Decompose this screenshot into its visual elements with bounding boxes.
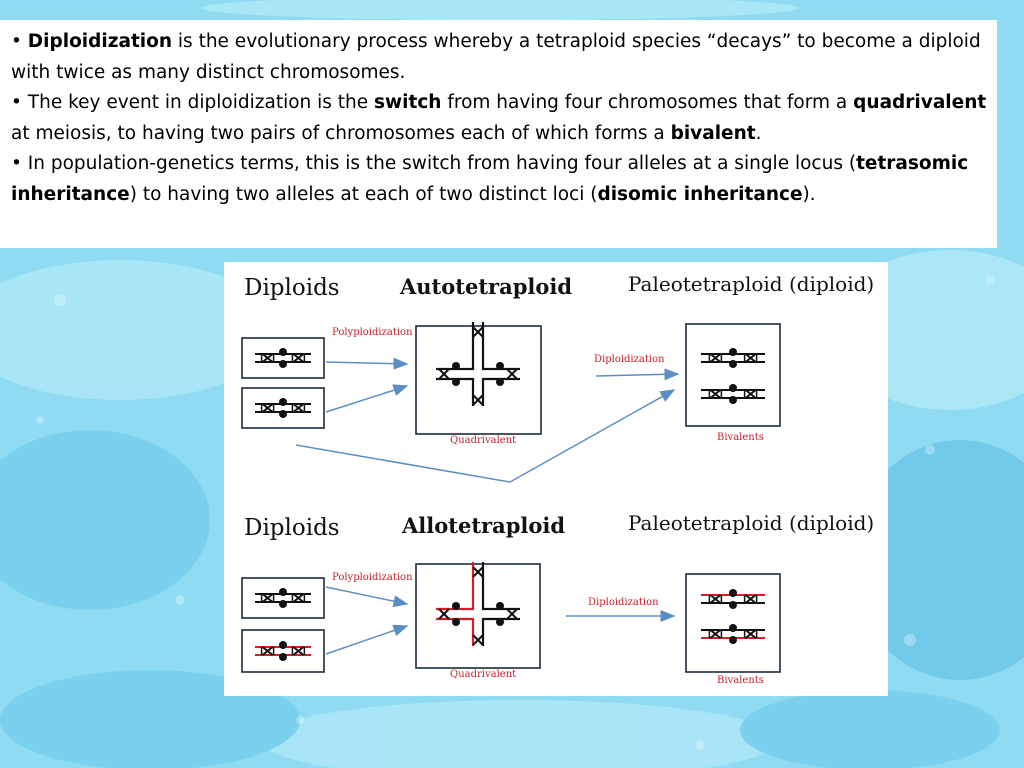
- bottom-title-paleotetraploid: Paleotetraploid (diploid): [628, 511, 875, 535]
- top-arrow-polyploidization-1: [326, 362, 407, 364]
- centromere-dot: [729, 396, 737, 404]
- bottom-caption-bivalents: Bivalents: [717, 675, 764, 686]
- centromere-dot: [279, 360, 287, 368]
- top-bivalents-box: [686, 324, 780, 426]
- bottom-title-allotetraploid: Allotetraploid: [402, 513, 566, 538]
- top-diploid-pair-2: [242, 388, 324, 428]
- bottom-diploid-pair-2: [242, 630, 324, 672]
- centromere-dot: [452, 602, 460, 610]
- diploidization-diagram: [224, 262, 888, 696]
- top-title-paleotetraploid: Paleotetraploid (diploid): [628, 272, 875, 296]
- top-label-diploidization: Diploidization: [594, 354, 665, 365]
- top-title-autotetraploid: Autotetraploid: [400, 274, 573, 299]
- bottom-quadrivalent-box: [416, 564, 540, 668]
- bottom-title-diploids: Diploids: [244, 515, 340, 541]
- bottom-arrow-polyploidization-2: [326, 626, 407, 654]
- centromere-dot: [279, 398, 287, 406]
- top-caption-quadrivalent: Quadrivalent: [450, 435, 517, 446]
- centromere-dot: [452, 362, 460, 370]
- centromere-dot: [496, 362, 504, 370]
- centromere-dot: [729, 601, 737, 609]
- centromere-dot: [729, 348, 737, 356]
- centromere-dot: [729, 624, 737, 632]
- top-caption-bivalents: Bivalents: [717, 432, 764, 443]
- centromere-dot: [496, 378, 504, 386]
- centromere-dot: [729, 384, 737, 392]
- top-arrow-polyploidization-2: [326, 386, 407, 412]
- top-label-polyploidization: Polyploidization: [332, 327, 413, 338]
- centromere-dot: [729, 636, 737, 644]
- centromere-dot: [729, 589, 737, 597]
- centromere-dot: [729, 360, 737, 368]
- centromere-dot: [452, 618, 460, 626]
- top-quadrivalent-box: [416, 326, 541, 434]
- centromere-dot: [279, 600, 287, 608]
- top-arrow-diploidization: [596, 374, 678, 376]
- centromere-dot: [279, 653, 287, 661]
- bottom-label-polyploidization: Polyploidization: [332, 572, 413, 583]
- bullet-diploidization-definition: • Diploidization is the evolutionary process whereby a tetraploid species “decays” to become a diploid with twice as many distinct chromosomes.: [11, 31, 981, 83]
- bottom-caption-quadrivalent: Quadrivalent: [450, 669, 517, 680]
- bottom-diploid-pair-1: [242, 578, 324, 618]
- centromere-dot: [279, 348, 287, 356]
- centromere-dot: [279, 641, 287, 649]
- top-title-diploids: Diploids: [244, 275, 340, 301]
- centromere-dot: [279, 588, 287, 596]
- centromere-dot: [452, 378, 460, 386]
- bullet-population-genetics: • In population-genetics terms, this is the switch from having four alleles at a single locus (tetrasomic inheritance) to having two alleles at each of two distinct loci (disomic inheritance).: [11, 153, 969, 205]
- bottom-label-diploidization: Diploidization: [588, 597, 659, 608]
- centromere-dot: [496, 602, 504, 610]
- bottom-bivalents-box: [686, 574, 780, 672]
- diagram-canvas: [224, 262, 888, 696]
- centromere-dot: [279, 410, 287, 418]
- bottom-arrow-polyploidization-1: [326, 587, 407, 604]
- top-diploid-pair-1: [242, 338, 324, 378]
- bullet-key-event: • The key event in diploidization is the switch from having four chromosomes that form a quadrivalent at meiosis, to having two pairs of chromosomes each of which forms a bivalent.: [11, 92, 987, 144]
- centromere-dot: [496, 618, 504, 626]
